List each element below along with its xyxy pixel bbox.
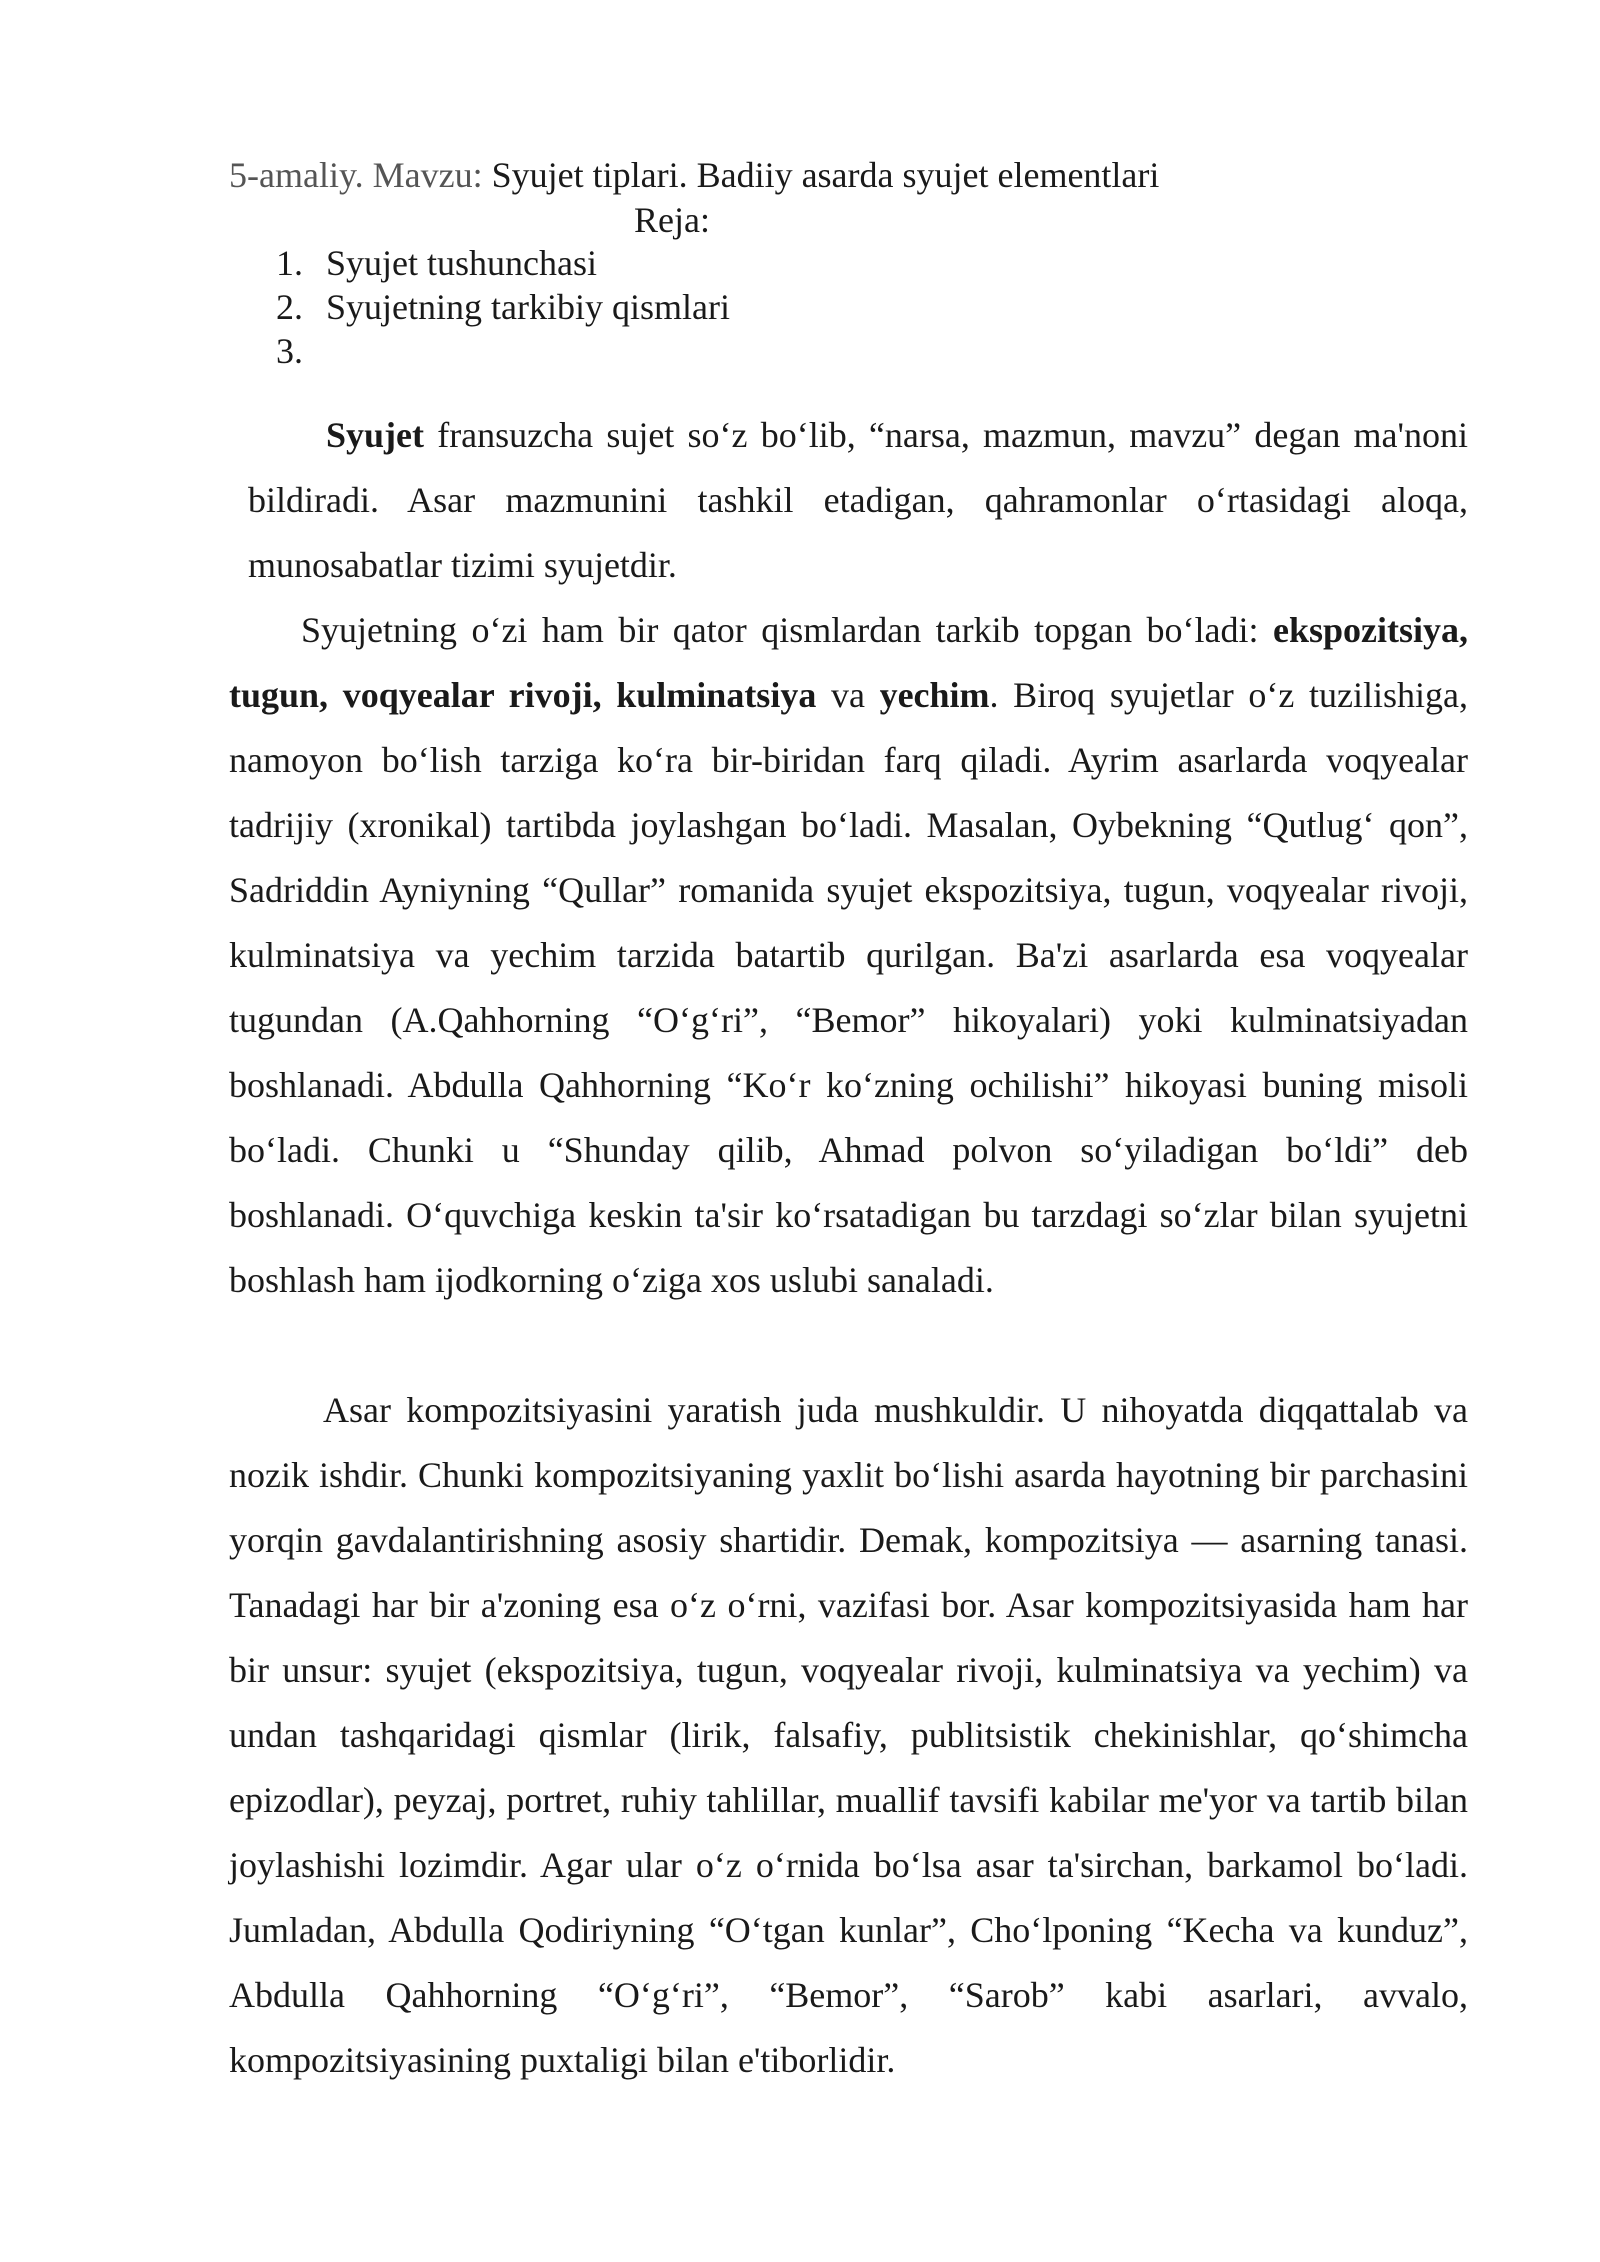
paragraph-text: . Biroq syujetlar o‘z tuzilishiga, namoyon bo‘lish tarziga ko‘ra bir-biridan farq qiladi. Ayrim asarlarda voqyealar tadrijiy (xronikal) tartibda joylashgan bo‘ladi. Masalan, Oybekning “Qutlug‘ qon”, Sadriddin Ayniyning “Qullar” romanida syujet ekspozitsiya, tugun, voqyealar rivoji, kulminatsiya va yechim tarzida batartib qurilgan. Ba'zi asarlarda esa voqyealar tugundan (A.Qahhorning “O‘g‘ri”, “Bemor” hikoyalari) yoki kulminatsiyadan boshlanadi. Abdulla Qahhorning “Ko‘r ko‘zning ochilishi” hikoyasi buning misoli bo‘ladi. Chunki u “Shunday qilib, Ahmad polvon so‘yiladigan bo‘ldi” deb boshlanadi. O‘quvchiga keskin ta'sir ko‘rsatadigan bu tarzdagi so‘zlar bilan syujetni boshlash ham ijodkorning o‘ziga xos uslubi sanaladi. <box>229 675 1468 1300</box>
paragraph-text: Syujetning o‘zi ham bir qator qismlardan tarkib topgan bo‘ladi: <box>301 610 1273 650</box>
paragraph-syujet-definition <box>248 403 1468 598</box>
title-prefix: 5-amaliy. Mavzu: <box>229 155 483 195</box>
plan-item-number: 3. <box>276 331 303 371</box>
plan-item-label: Syujetning tarkibiy qismlari <box>326 287 730 327</box>
plan-item-number: 2. <box>276 287 303 327</box>
conjunction: va <box>816 675 880 715</box>
plan-list <box>276 241 730 373</box>
term-syujet: Syujet <box>326 415 424 455</box>
bold-elements: ekspozitsiya, tugun, voqyealar rivoji, kulminatsiya <box>229 610 1468 715</box>
plan-item <box>276 329 730 373</box>
plan-item-label: Syujet tushunchasi <box>326 243 597 283</box>
plan-item-number: 1. <box>276 243 303 283</box>
plan-item <box>276 285 730 329</box>
page-title <box>229 153 1159 197</box>
plan-item <box>276 241 730 285</box>
paragraph-text: Asar kompozitsiyasini yaratish juda mushkuldir. U nihoyatda diqqattalab va nozik ishdir. Chunki kompozitsiyaning yaxlit bo‘lishi asarda hayotning bir parchasini yorqin gavdalantirishning asosiy shartidir. Demak, kompozitsiya — asarning tanasi. Tanadagi har bir a'zoning esa o‘z o‘rni, vazifasi bor. Asar kompozitsiyasida ham har bir unsur: syujet (ekspozitsiya, tugun, voqyealar rivoji, kulminatsiya va yechim) va undan tashqaridagi qismlar (lirik, falsafiy, publitsistik chekinishlar, qo‘shimcha epizodlar), peyzaj, portret, ruhiy tahlillar, muallif tavsifi kabilar me'yor va tartib bilan joylashishi lozimdir. Agar ular o‘z o‘rnida bo‘lsa asar ta'sirchan, barkamol bo‘ladi. Jumladan, Abdulla Qodiriyning “O‘tgan kunlar”, Cho‘lponing “Kecha va kunduz”, Abdulla Qahhorning “O‘g‘ri”, “Bemor”, “Sarob” kabi asarlari, avvalo, kompozitsiyasining puxtaligi bilan e'tiborlidir. <box>229 1390 1468 2080</box>
paragraph-text: fransuzcha sujet so‘z bo‘lib, “narsa, mazmun, mavzu” degan ma'noni bildiradi. Asar mazmunini tashkil etadigan, qahramonlar o‘rtasidagi aloqa, munosabatlar tizimi syujetdir. <box>248 415 1468 585</box>
paragraph-composition <box>229 1378 1468 2093</box>
paragraph-syujet-elements <box>229 598 1468 1313</box>
bold-yechim: yechim <box>879 675 990 715</box>
plan-heading: Reja: <box>634 200 710 240</box>
title-text: Syujet tiplari. Badiiy asarda syujet elementlari <box>482 155 1160 195</box>
